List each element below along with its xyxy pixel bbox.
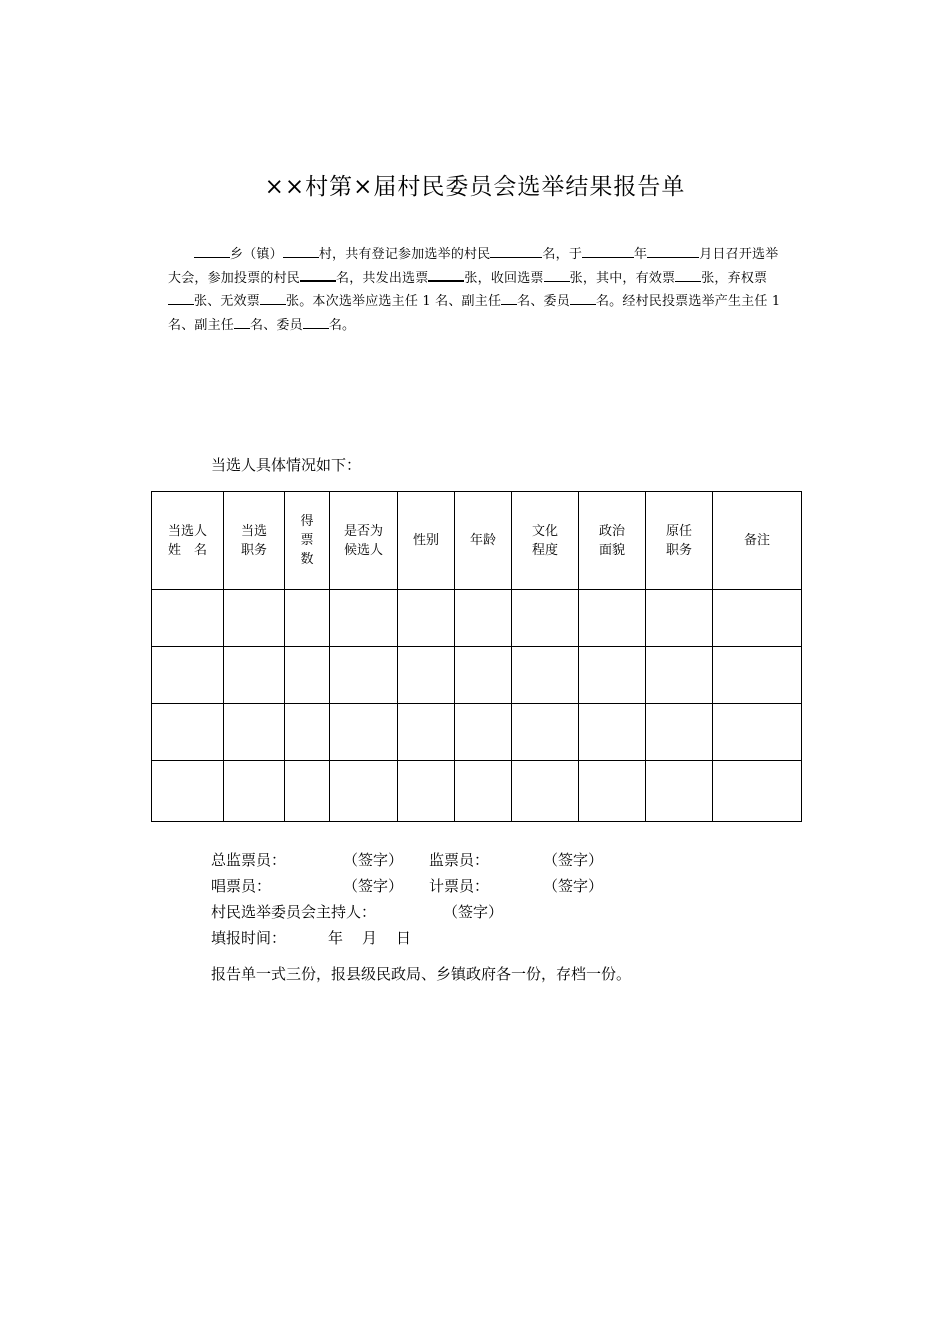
header-line: 当选 xyxy=(240,523,267,539)
table-cell[interactable] xyxy=(152,647,224,704)
counter-sign[interactable]: （签字） xyxy=(543,877,604,895)
table-cell[interactable] xyxy=(455,704,512,761)
intro-text-7: 张，收回选票 xyxy=(464,270,544,286)
table-cell[interactable] xyxy=(512,647,579,704)
signature-row-2 xyxy=(211,875,603,896)
header-line: 得 xyxy=(300,514,314,529)
header-line: 数 xyxy=(300,552,314,567)
table-row xyxy=(152,647,802,704)
table-header-cell xyxy=(579,492,646,590)
header-line: 是否为 xyxy=(343,523,383,539)
header-line: 备注 xyxy=(743,533,770,548)
blank-ballots-returned[interactable] xyxy=(544,268,570,282)
table-header-cell xyxy=(285,492,330,590)
supervisor-sign[interactable]: （签字） xyxy=(543,851,604,869)
table-row xyxy=(152,704,802,761)
header-line: 候选人 xyxy=(343,542,383,558)
elected-persons-table xyxy=(151,491,802,822)
table-cell[interactable] xyxy=(579,704,646,761)
table-cell[interactable] xyxy=(512,590,579,647)
chief-supervisor-sign[interactable]: （签字） xyxy=(343,851,404,869)
table-cell[interactable] xyxy=(285,590,330,647)
table-cell[interactable] xyxy=(455,647,512,704)
table-cell[interactable] xyxy=(285,704,330,761)
table-cell[interactable] xyxy=(713,761,802,822)
supervisor-label: 监票员： xyxy=(429,851,490,869)
table-cell[interactable] xyxy=(512,704,579,761)
intro-text-12: 名、委员 xyxy=(517,294,570,309)
table-cell[interactable] xyxy=(579,647,646,704)
date-day[interactable]: 日 xyxy=(396,929,412,947)
header-line: 票 xyxy=(300,533,314,548)
intro-text-3: 名，于 xyxy=(542,247,583,262)
table-cell[interactable] xyxy=(224,590,285,647)
intro-text-13: 名。经村民投票选举产生主任 1 名、副主任 xyxy=(168,294,781,333)
blank-vice-director-elected[interactable] xyxy=(234,315,250,329)
table-header-cell xyxy=(512,492,579,590)
table-cell[interactable] xyxy=(398,590,455,647)
table-cell[interactable] xyxy=(646,761,713,822)
table-header-cell xyxy=(646,492,713,590)
table-cell[interactable] xyxy=(579,761,646,822)
header-line: 性别 xyxy=(412,533,439,548)
table-header-cell xyxy=(455,492,512,590)
header-line: 职务 xyxy=(240,542,267,558)
host-label: 村民选举委员会主持人： xyxy=(211,903,377,921)
table-cell[interactable] xyxy=(646,647,713,704)
blank-month[interactable] xyxy=(647,244,699,258)
table-row xyxy=(152,590,802,647)
table-cell[interactable] xyxy=(152,590,224,647)
chief-supervisor-label: 总监票员： xyxy=(211,851,287,869)
table-cell[interactable] xyxy=(224,761,285,822)
intro-text-11: 张。本次选举应选主任 1 名、副主任 xyxy=(286,294,502,309)
header-line: 程度 xyxy=(531,542,558,558)
header-line: 文化 xyxy=(531,523,558,539)
intro-paragraph xyxy=(168,243,786,337)
table-cell[interactable] xyxy=(646,704,713,761)
table-cell[interactable] xyxy=(398,761,455,822)
header-line: 职务 xyxy=(665,542,692,558)
header-line: 姓 名 xyxy=(167,542,207,558)
signature-row-3 xyxy=(211,901,503,922)
table-cell[interactable] xyxy=(579,590,646,647)
section-subheading: 当选人具体情况如下： xyxy=(211,456,362,474)
table-header-row xyxy=(152,492,802,590)
table-cell[interactable] xyxy=(646,590,713,647)
table-cell[interactable] xyxy=(713,590,802,647)
signature-row-1 xyxy=(211,849,603,870)
blank-invalid-ballots[interactable] xyxy=(260,291,286,305)
intro-text-14: 名、委员 xyxy=(250,317,303,333)
table-cell[interactable] xyxy=(152,761,224,822)
table-cell[interactable] xyxy=(398,647,455,704)
blank-valid-ballots[interactable] xyxy=(675,268,701,282)
table-header-cell xyxy=(224,492,285,590)
blank-member-quota[interactable] xyxy=(570,291,596,305)
date-label: 填报时间： xyxy=(211,929,287,947)
table-cell[interactable] xyxy=(713,704,802,761)
header-line: 政治 xyxy=(598,523,625,539)
blank-member-elected[interactable] xyxy=(303,315,329,329)
table-cell[interactable] xyxy=(224,647,285,704)
intro-text-15: 名。 xyxy=(328,317,356,333)
intro-text-5: 月日召开选举大会，参加投票的村民 xyxy=(168,247,779,286)
header-line: 面貌 xyxy=(598,542,625,558)
table-row xyxy=(152,761,802,822)
date-month[interactable]: 月 xyxy=(362,929,378,947)
blank-registered-voters[interactable] xyxy=(490,244,542,258)
table-header-cell xyxy=(713,492,802,590)
caller-sign[interactable]: （签字） xyxy=(343,877,404,895)
table-cell[interactable] xyxy=(285,761,330,822)
table-header-cell xyxy=(152,492,224,590)
header-line: 原任 xyxy=(665,523,692,539)
table-cell[interactable] xyxy=(512,761,579,822)
table-header-cell xyxy=(398,492,455,590)
intro-text-1: 乡（镇） xyxy=(230,247,283,262)
intro-text-10: 张、无效票 xyxy=(194,294,261,309)
blank-ballots-issued[interactable] xyxy=(428,267,464,282)
table-cell[interactable] xyxy=(152,704,224,761)
intro-text-4: 年 xyxy=(634,247,648,262)
table-cell[interactable] xyxy=(330,761,398,822)
table-cell[interactable] xyxy=(455,590,512,647)
blank-year[interactable] xyxy=(582,244,634,258)
table-cell[interactable] xyxy=(398,704,455,761)
intro-text-8: 张，其中，有效票 xyxy=(569,270,676,286)
footer-note: 报告单一式三份，报县级民政局、乡镇政府各一份，存档一份。 xyxy=(211,965,632,983)
table-cell[interactable] xyxy=(330,590,398,647)
counter-label: 计票员： xyxy=(429,877,490,895)
table-header-cell xyxy=(330,492,398,590)
table-cell[interactable] xyxy=(330,647,398,704)
intro-text-9: 张，弃权票 xyxy=(701,270,768,286)
date-row xyxy=(211,927,411,948)
blank-village[interactable] xyxy=(283,244,319,258)
date-year[interactable]: 年 xyxy=(328,929,344,947)
blank-township[interactable] xyxy=(194,244,230,258)
blank-vice-director-quota[interactable] xyxy=(501,291,517,305)
caller-label: 唱票员： xyxy=(211,877,272,895)
host-sign[interactable]: （签字） xyxy=(443,903,504,921)
blank-voters-present[interactable] xyxy=(300,267,336,282)
report-title: ××村第×届村民委员会选举结果报告单 xyxy=(264,174,686,200)
intro-text-2: 村，共有登记参加选举的村民 xyxy=(318,247,491,262)
table-cell[interactable] xyxy=(713,647,802,704)
blank-abstentions[interactable] xyxy=(168,291,194,305)
header-line: 当选人 xyxy=(167,523,207,539)
table-cell[interactable] xyxy=(330,704,398,761)
table-cell[interactable] xyxy=(455,761,512,822)
header-line: 年龄 xyxy=(469,533,496,548)
table-cell[interactable] xyxy=(224,704,285,761)
intro-text-6: 名，共发出选票 xyxy=(336,270,429,286)
table-cell[interactable] xyxy=(285,647,330,704)
